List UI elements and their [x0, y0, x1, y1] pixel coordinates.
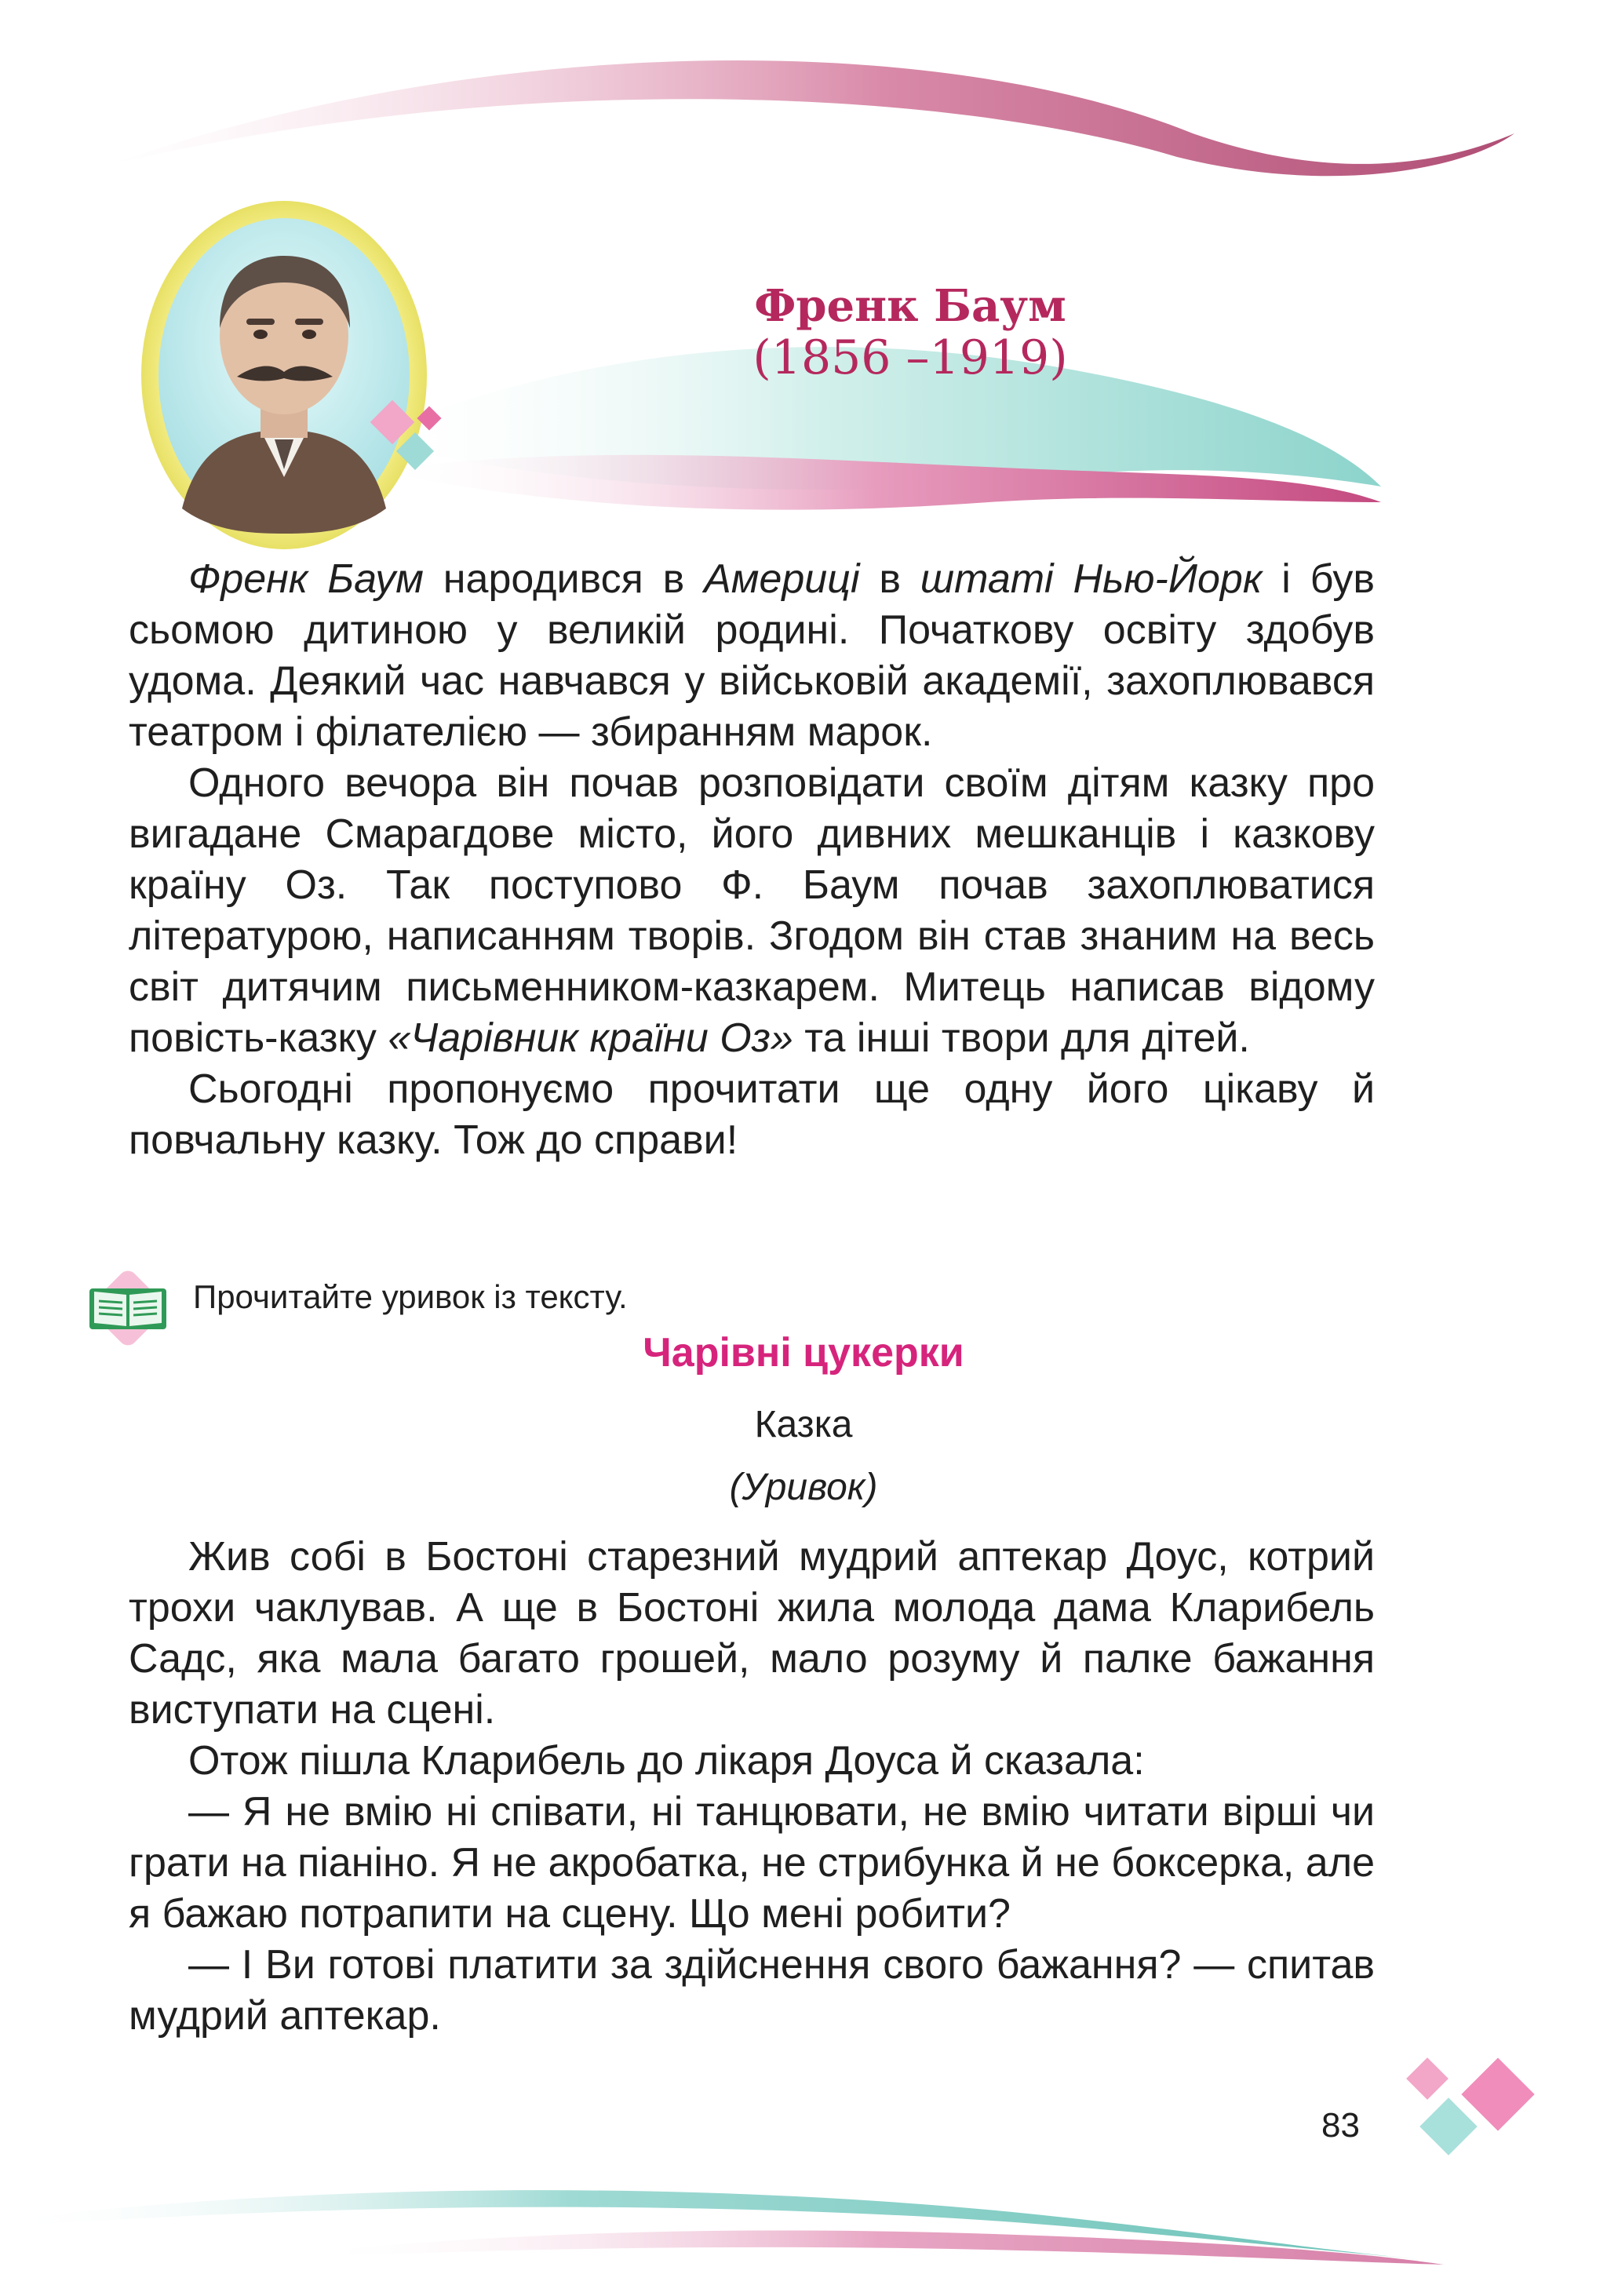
bio-author-name: Френк Баум [188, 556, 424, 602]
story-paragraph: — І Ви готові платити за здійснення свого бажання? — спитав мудрий аптекар. [129, 1942, 1375, 2039]
diamond-decoration [352, 392, 461, 487]
bio-paragraph-1 [129, 554, 1375, 758]
author-name: Френк Баум [754, 280, 1066, 332]
bio-text: та інші твори для дітей. [793, 1015, 1250, 1061]
story-excerpt [129, 1532, 1375, 2042]
bottom-wave-decoration [0, 2166, 1607, 2296]
bio-paragraph-2 [129, 758, 1375, 1064]
story-paragraph: Отож пішла Кларибель до лікаря Доуса й сказала: [188, 1738, 1145, 1784]
bio-book-title: «Чарівник країни Оз» [388, 1015, 793, 1061]
story-title: Чарівні цукерки [643, 1330, 964, 1376]
author-years: (1856 –1919) [752, 330, 1068, 385]
bio-text: народився в [423, 556, 705, 602]
bio-place-state: штаті Нью-Йорк [920, 556, 1263, 602]
bio-text: Одного вечора він почав розповідати своїм дітям казку про вигадане Смарагдове місто, його дивних мешканців і казкову країну Оз. Так поступово Ф. Баум почав захоплюватися літературою, написанням творів. Згодом він став знаним на весь світ дитячим письменником-казкарем. Митець написав відому повість-казку [129, 760, 1375, 1061]
story-excerpt-note: (Уривок) [729, 1467, 878, 1508]
author-biography [129, 554, 1375, 1166]
bio-text: і був сьомою дитиною у великій родині. Початкову освіту здобув удома. Деякий час навчався у військовій академії, захоплювався театром і філателією — збиранням марок. [129, 556, 1375, 755]
bio-paragraph-3: Сьогодні пропонуємо прочитати ще одну його цікаву й повчальну казку. Тож до справи! [129, 1066, 1375, 1163]
page-number: 83 [1321, 2106, 1360, 2145]
author-heading [691, 282, 1130, 385]
corner-diamonds-decoration [1397, 2048, 1554, 2174]
bio-place-country: Америці [704, 556, 860, 602]
task-instruction: Прочитайте уривок із тексту. [193, 1278, 628, 1315]
story-genre: Казка [754, 1404, 853, 1445]
story-paragraph: Жив собі в Бостоні старезний мудрий аптекар Доус, котрий трохи чаклував. А ще в Бостоні жила молода дама Кларибель Садс, яка мала багато грошей, мало розуму й палке бажання виступати на сцені. [129, 1534, 1375, 1733]
story-paragraph: — Я не вмію ні співати, ні танцювати, не вмію читати вірші чи грати на піаніно. Я не акробатка, не стрибунка й не боксерка, але я бажаю потрапити на сцену. Що мені робити? [129, 1789, 1375, 1937]
author-portrait [135, 195, 433, 556]
bio-text: в [859, 556, 920, 602]
